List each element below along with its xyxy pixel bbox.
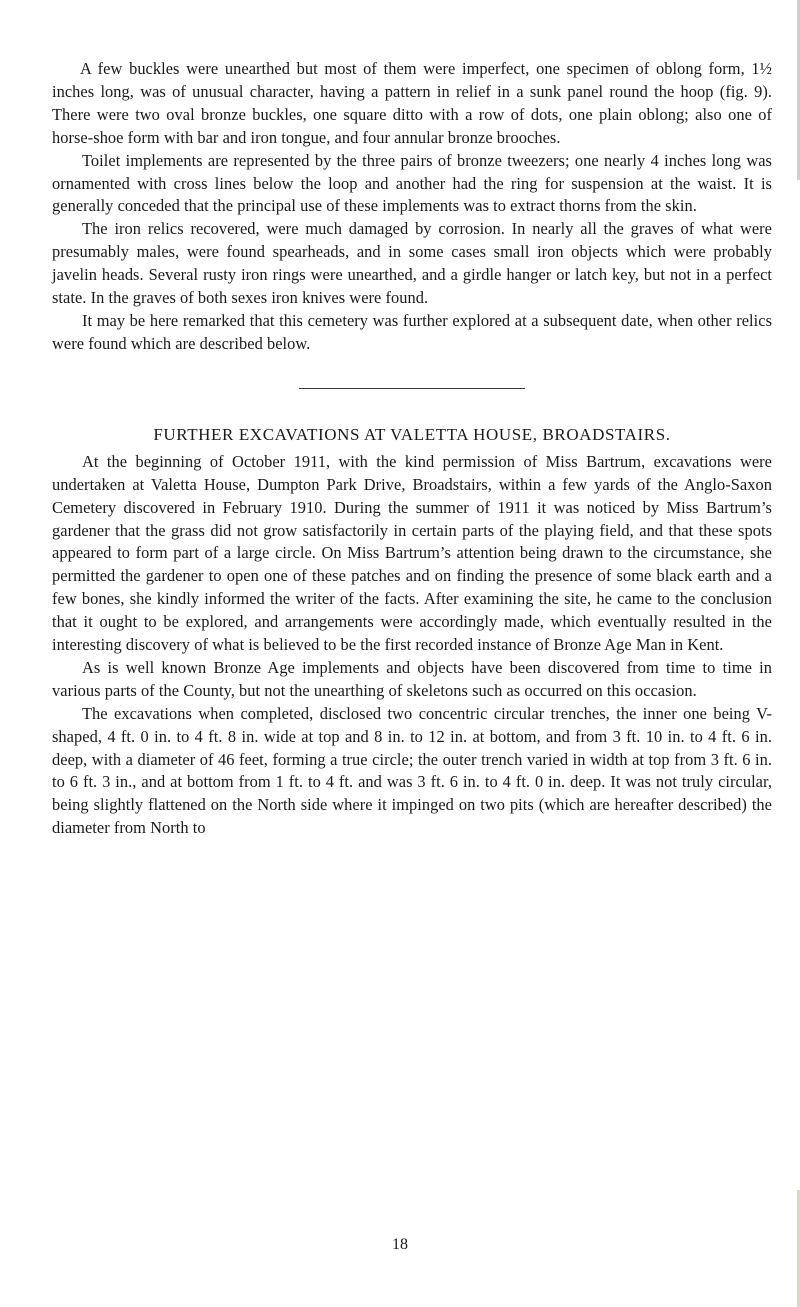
page-body [52, 58, 772, 840]
paragraph-bronze-age: As is well known Bronze Age implements and objects have been discovered from time to time in various parts of the County, but not the unearthing of skeletons such as occurred on this occasion. [52, 657, 772, 700]
paragraph-toilet-implements: Toilet implements are represented by the three pairs of bronze tweezers; one nearly 4 inches long was ornamented with cross lines below the loop and another had the ring for suspension at the waist. It is generally conceded that the principal use of these implements was to extract thorns from the skin. [52, 150, 772, 216]
paragraph-cemetery-note: It may be here remarked that this cemetery was further explored at a subsequent date, when other relics were found which are described below. [52, 310, 772, 353]
section-divider [299, 388, 525, 389]
paragraph-buckles: A few buckles were unearthed but most of them were imperfect, one specimen of oblong form, 1½ inches long, was of unusual character, having a pattern in relief in a sunk panel round the hoop (fig. 9). There were two oval bronze buckles, one square ditto with a row of dots, one plain oblong; also one of horse-shoe form with bar and iron tongue, and four annular bronze brooches. [52, 59, 772, 147]
paragraph-excavation-start: At the beginning of October 1911, with the kind permission of Miss Bartrum, excavations were undertaken at Valetta House, Dumpton Park Drive, Broadstairs, within a few yards of the Anglo-Saxon Cemetery discovered in February 1910. During the summer of 1911 it was noticed by Miss Bartrum’s gardener that the grass did not grow satisfactorily in certain parts of the playing field, and that these spots appeared to form part of a large circle. On Miss Bartrum’s attention being drawn to the circumstance, she permitted the gardener to open one of these patches and on finding the presence of some black earth and a few bones, she kindly informed the writer of the facts. After examining the site, he came to the conclusion that it ought to be explored, and arrangements were accordingly made, which eventually resulted in the interesting discovery of what is believed to be the first recorded instance of Bronze Age Man in Kent. [52, 451, 772, 655]
section-body [52, 451, 772, 840]
section-heading: FURTHER EXCAVATIONS AT VALETTA HOUSE, BROADSTAIRS. [153, 424, 671, 444]
paragraph-iron-relics: The iron relics recovered, were much damaged by corrosion. In nearly all the graves of what were presumably males, were found spearheads, and in some cases small iron objects which were probably javelin heads. Several rusty iron rings were unearthed, and a girdle hanger or latch key, but not in a perfect state. In the graves of both sexes iron knives were found. [52, 219, 772, 308]
page-number: 18 [392, 1236, 408, 1253]
paragraph-trenches: The excavations when completed, disclosed two concentric circular trenches, the inner one being V-shaped, 4 ft. 0 in. to 4 ft. 8 in. wide at top and 8 in. to 12 in. at bottom, and from 3 ft. 10 in. to 4 ft. 6 in. deep, with a diameter of 46 feet, forming a true circle; the outer trench varied in width at top from 3 ft. 6 in. to 6 ft. 3 in., and at bottom from 1 ft. to 4 ft. and was 3 ft. 6 in. to 4 ft. 0 in. deep. It was not truly circular, being slightly flattened on the North side where it impinged on two pits (which are hereafter described) the diameter from North to [52, 703, 772, 838]
